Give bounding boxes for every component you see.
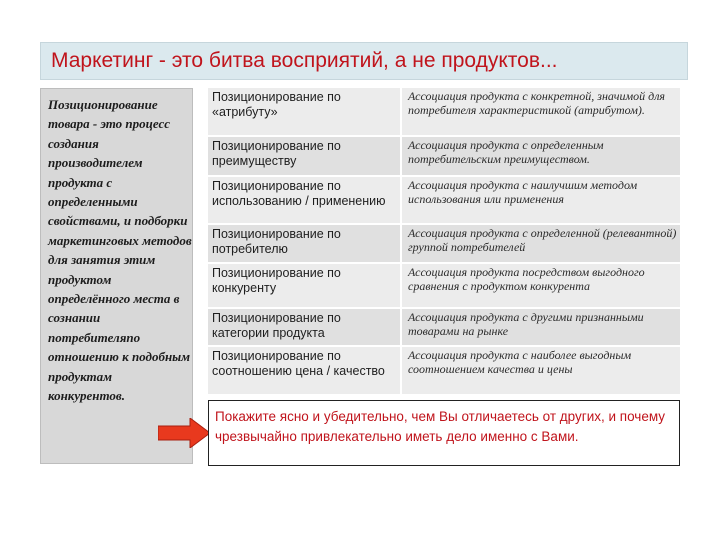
table-row	[208, 225, 680, 262]
title-banner	[40, 42, 688, 80]
slide-title: Маркетинг - это битва восприятий, а не продуктов...	[51, 49, 558, 72]
positioning-description: Ассоциация продукта с наиболее выгодным соотношением качества и цены	[408, 348, 632, 376]
positioning-description: Ассоциация продукта посредством выгодного сравнения с продуктом конкурента	[408, 265, 645, 293]
positioning-description: Ассоциация продукта с другими признанными товарами на рынке	[408, 310, 644, 338]
definition-box	[40, 88, 193, 464]
table-row	[208, 88, 680, 135]
table-row	[208, 177, 680, 223]
positioning-description: Ассоциация продукта с конкретной, значимой для потребителя характеристикой (атрибутом).	[408, 89, 666, 117]
definition-text: Позиционирование товара - это процесс создания производителем продукта с определенными свойствами, и подборки маркетинговых методов для занятия этим продуктом определённого места в сознании потребителяпо отношению к подобным продуктам конкурентов.	[48, 97, 192, 404]
positioning-type: Позиционирование по использованию / применению	[208, 177, 402, 223]
table-row	[208, 309, 680, 345]
conclusion-text: Покажите ясно и убедительно, чем Вы отличаетесь от других, и почему чрезвычайно привлекательно иметь дело именно с Вами.	[215, 409, 666, 444]
positioning-table	[208, 88, 680, 394]
conclusion-box	[208, 400, 680, 466]
positioning-type: Позиционирование по категории продукта	[208, 309, 402, 345]
positioning-type: Позиционирование по соотношению цена / качество	[208, 347, 402, 394]
positioning-type: Позиционирование по «атрибуту»	[208, 88, 402, 135]
table-row	[208, 264, 680, 307]
positioning-description: Ассоциация продукта с наилучшим методом использования или применения	[408, 178, 638, 206]
positioning-type: Позиционирование по потребителю	[208, 225, 402, 262]
positioning-description: Ассоциация продукта с определенным потребительским преимуществом.	[408, 138, 604, 166]
arrow-right-icon	[158, 418, 210, 448]
positioning-type: Позиционирование по конкуренту	[208, 264, 402, 307]
table-row	[208, 347, 680, 394]
positioning-description: Ассоциация продукта с определенной (релевантной) группой потребителей	[408, 226, 677, 254]
positioning-type: Позиционирование по преимуществу	[208, 137, 402, 175]
table-row	[208, 137, 680, 175]
